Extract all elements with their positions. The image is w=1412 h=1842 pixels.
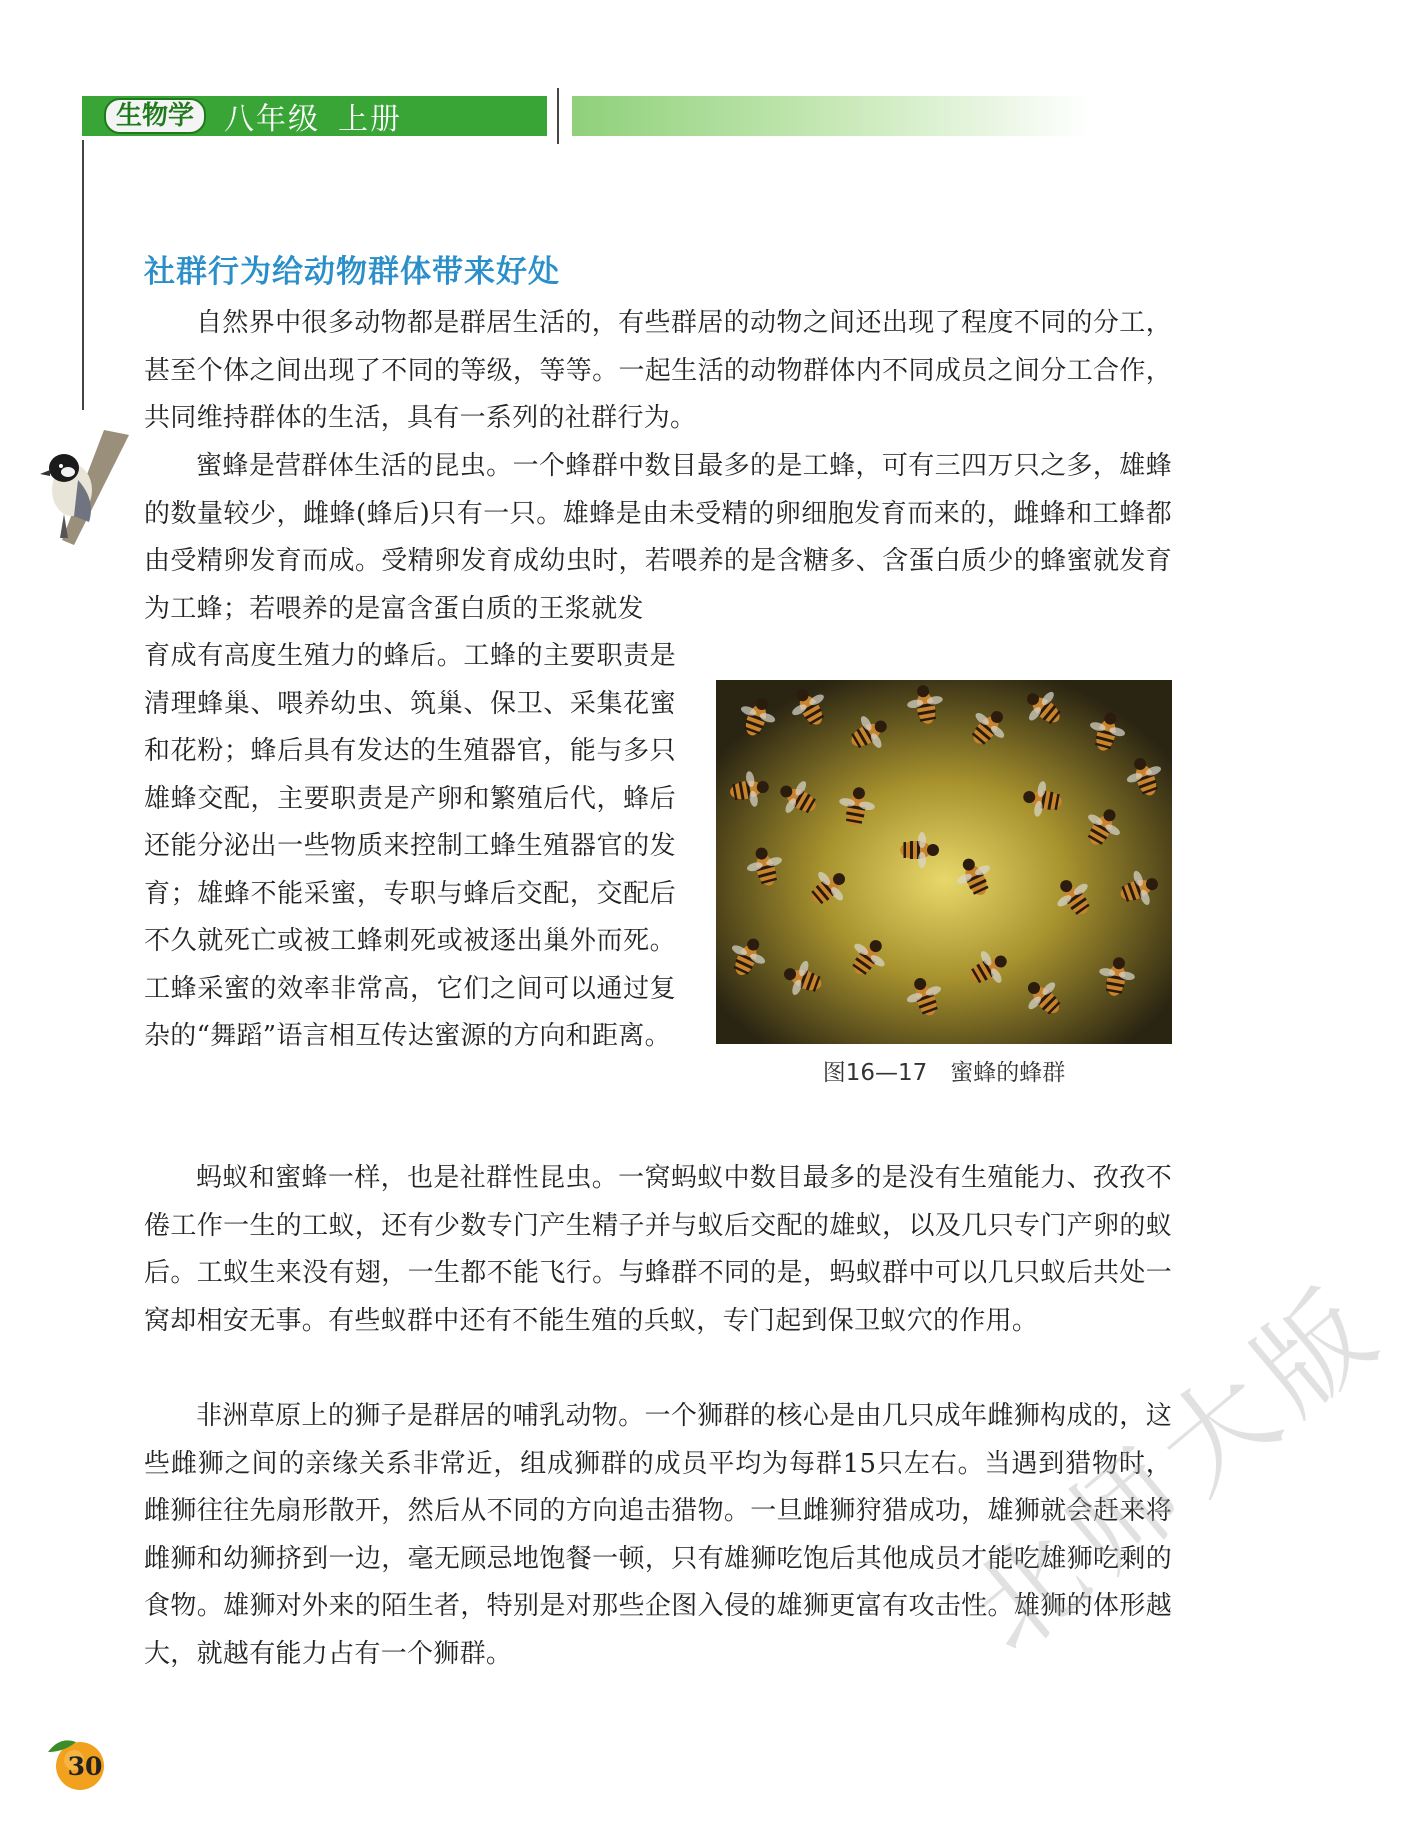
publisher-watermark: 北师大版 xyxy=(945,1259,1408,1677)
volume-label: 上册 xyxy=(338,102,403,137)
grade-label: 八年级 xyxy=(224,102,321,137)
paragraph-bees-continued: 育成有高度生殖力的蜂后。工蜂的主要职责是清理蜂巢、喂养幼虫、筑巢、保卫、采集花蜜和花粉；蜂后具有发达的生殖器官，能与多只雄蜂交配，主要职责是产卵和繁殖后代，蜂后还能分泌出一些物质来控制工蜂生殖器官的发育；雄蜂不能采蜜，专职与蜂后交配，交配后不久就死亡或被工蜂刺死或被逐出巢外而死。工蜂采蜜的效率非常高，它们之间可以通过复杂的“舞蹈”语言相互传达蜜源的方向和距离。 xyxy=(144,641,676,1051)
header-divider xyxy=(557,88,559,144)
running-header xyxy=(104,101,403,137)
bee-colony-photo xyxy=(716,680,1172,1044)
paragraph-lions: 非洲草原上的狮子是群居的哺乳动物。一个狮群的核心是由几只成年雌狮构成的，这些雌狮之间的亲缘关系非常近，组成狮群的成员平均为每群15只左右。当遇到猎物时，雌狮往往先扇形散开，然后从不同的方向追击猎物。一旦雌狮狩猎成功，雄狮就会赶来将雌狮和幼狮挤到一边，毫无顾忌地饱餐一顿，只有雄狮吃饱后其他成员才能吃雄狮吃剩的食物。雄狮对外来的陌生者，特别是对那些企图入侵的雄狮更富有攻击性。雄狮的体形越大，就越有能力占有一个狮群。 xyxy=(144,1401,1172,1669)
section-heading: 社群行为给动物群体带来好处 xyxy=(144,254,560,290)
paragraph-ants: 蚂蚁和蜜蜂一样，也是社群性昆虫。一窝蚂蚁中数目最多的是没有生殖能力、孜孜不倦工作一生的工蚁，还有少数专门产生精子并与蚁后交配的雄蚁，以及几只专门产卵的蚁后。工蚁生来没有翅，一生都不能飞行。与蜂群不同的是，蚂蚁群中可以几只蚁后共处一窝却相安无事。有些蚁群中还有不能生殖的兵蚁，专门起到保卫蚁穴的作用。 xyxy=(144,1163,1172,1336)
paragraph-bees: 蜜蜂是营群体生活的昆虫。一个蜂群中数目最多的是工蜂，可有三四万只之多，雄蜂的数量较少，雌蜂(蜂后)只有一只。雄蜂是由未受精的卵细胞发育而来的，雌蜂和工蜂都由受精卵发育而成。受精卵发育成幼虫时，若喂养的是含糖多、含蛋白质少的蜂蜜就发育为工蜂；若喂养的是富含蛋白质的王浆就发 xyxy=(144,451,1172,624)
margin-rule xyxy=(82,140,84,410)
figure-caption: 图16—17 蜜蜂的蜂群 xyxy=(822,1060,1066,1086)
page-number: 30 xyxy=(67,1752,103,1781)
subject-badge: 生物学 xyxy=(104,98,206,134)
bird-illustration xyxy=(34,430,134,545)
header-gradient-bar xyxy=(572,96,1092,136)
paragraph-intro: 自然界中很多动物都是群居生活的，有些群居的动物之间还出现了程度不同的分工，甚至个体之间出现了不同的等级，等等。一起生活的动物群体内不同成员之间分工合作，共同维持群体的生活，具有一系列的社群行为。 xyxy=(144,308,1172,433)
